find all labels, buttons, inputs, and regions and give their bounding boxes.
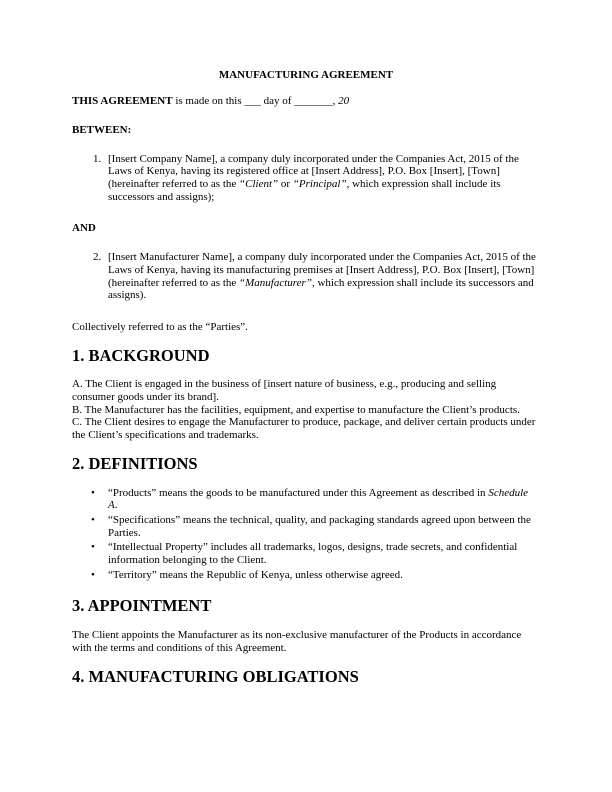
bullet-territory-text: “Territory” means the Republic of Kenya, unless otherwise agreed. — [108, 568, 403, 581]
party-1-run2: or — [278, 178, 293, 191]
party-item-2 — [72, 251, 540, 302]
document-title: MANUFACTURING AGREEMENT — [218, 69, 394, 81]
definitions-bullet-list — [72, 487, 540, 582]
party-list-1 — [72, 153, 540, 204]
collectively-line: Collectively referred to as the “Parties”. — [72, 320, 248, 333]
appointment-paragraph: The Client appoints the Manufacturer as its non-exclusive manufacturer of the Products in accordance with the terms and conditions of this Agreement. — [72, 629, 522, 654]
bullet-marker: • — [91, 513, 95, 526]
intro-body: is made on this ___ day of _______, — [172, 95, 339, 108]
bullet-products-text — [108, 487, 528, 512]
list-number: 2. — [93, 251, 102, 264]
bullet-products-run1: “Products” means the goods to be manufactured under this Agreement as described in — [108, 486, 489, 499]
party-item-1 — [72, 153, 540, 204]
party-1-run3: , which expression shall include its successors and assigns); — [108, 178, 501, 203]
party-2-term-manufacturer: “Manufacturer” — [239, 276, 312, 289]
between-label: BETWEEN: — [72, 123, 132, 136]
party-1-text — [108, 153, 519, 203]
party-2-run1: [Insert Manufacturer Name], a company duly incorporated under the Companies Act, 2015 of the Laws of Kenya, having its manufacturing premises at [Insert Address], P.O. Box [Insert], [Town] (hereinafter referred to as the — [108, 251, 536, 289]
section-appointment-heading: 3. APPOINTMENT — [72, 596, 212, 616]
section-background-heading: 1. BACKGROUND — [72, 345, 210, 365]
party-1-run1: [Insert Company Name], a company duly incorporated under the Companies Act, 2015 of the Laws of Kenya, having its registered office at [Insert Address], P.O. Box [Insert], [Town] (hereinafter referred to as the — [108, 152, 519, 191]
bullet-item-intellectual-property — [72, 541, 540, 566]
party-2-run2: , which expression shall include its successors and assigns). — [108, 276, 534, 302]
intro-paragraph — [72, 95, 540, 108]
intro-lead: THIS AGREEMENT — [72, 95, 173, 108]
section-obligations-heading: 4. MANUFACTURING OBLIGATIONS — [72, 666, 359, 686]
party-1-term-client: “Client” — [239, 178, 279, 191]
bullet-intellectual-property-text: “Intellectual Property” includes all trademarks, logos, designs, trade secrets, and confidential information belonging to the Client. — [108, 541, 518, 567]
bullet-marker: • — [91, 541, 95, 554]
background-recital-a: A. The Client is engaged in the business of [insert nature of business, e.g., producing and selling consumer goods under its brand]. — [72, 378, 497, 404]
bullet-marker: • — [91, 486, 95, 499]
section-definitions-heading: 2. DEFINITIONS — [72, 453, 198, 473]
party-1-term-principal: “Principal” — [292, 178, 347, 191]
background-recital-b: B. The Manufacturer has the facilities, equipment, and expertise to manufacture the Client’s products. — [72, 403, 520, 416]
intro-year: 20 — [338, 95, 350, 108]
background-recital-c: C. The Client desires to engage the Manufacturer to produce, package, and deliver certain products under the Client’s specifications and trademarks. — [72, 416, 536, 442]
party-2-text — [108, 251, 536, 301]
background-recitals — [72, 378, 540, 442]
list-number: 1. — [93, 152, 102, 165]
party-list-2 — [72, 251, 540, 302]
bullet-products-schedule-ref: Schedule A — [108, 486, 529, 512]
bullet-specifications-text: “Specifications” means the technical, quality, and packaging standards agreed upon between the Parties. — [108, 513, 531, 539]
and-label: AND — [72, 222, 96, 235]
bullet-item-products — [72, 487, 540, 512]
bullet-products-run2: . — [114, 499, 118, 512]
bullet-item-territory — [72, 569, 540, 582]
bullet-item-specifications — [72, 514, 540, 539]
bullet-marker: • — [91, 568, 95, 581]
